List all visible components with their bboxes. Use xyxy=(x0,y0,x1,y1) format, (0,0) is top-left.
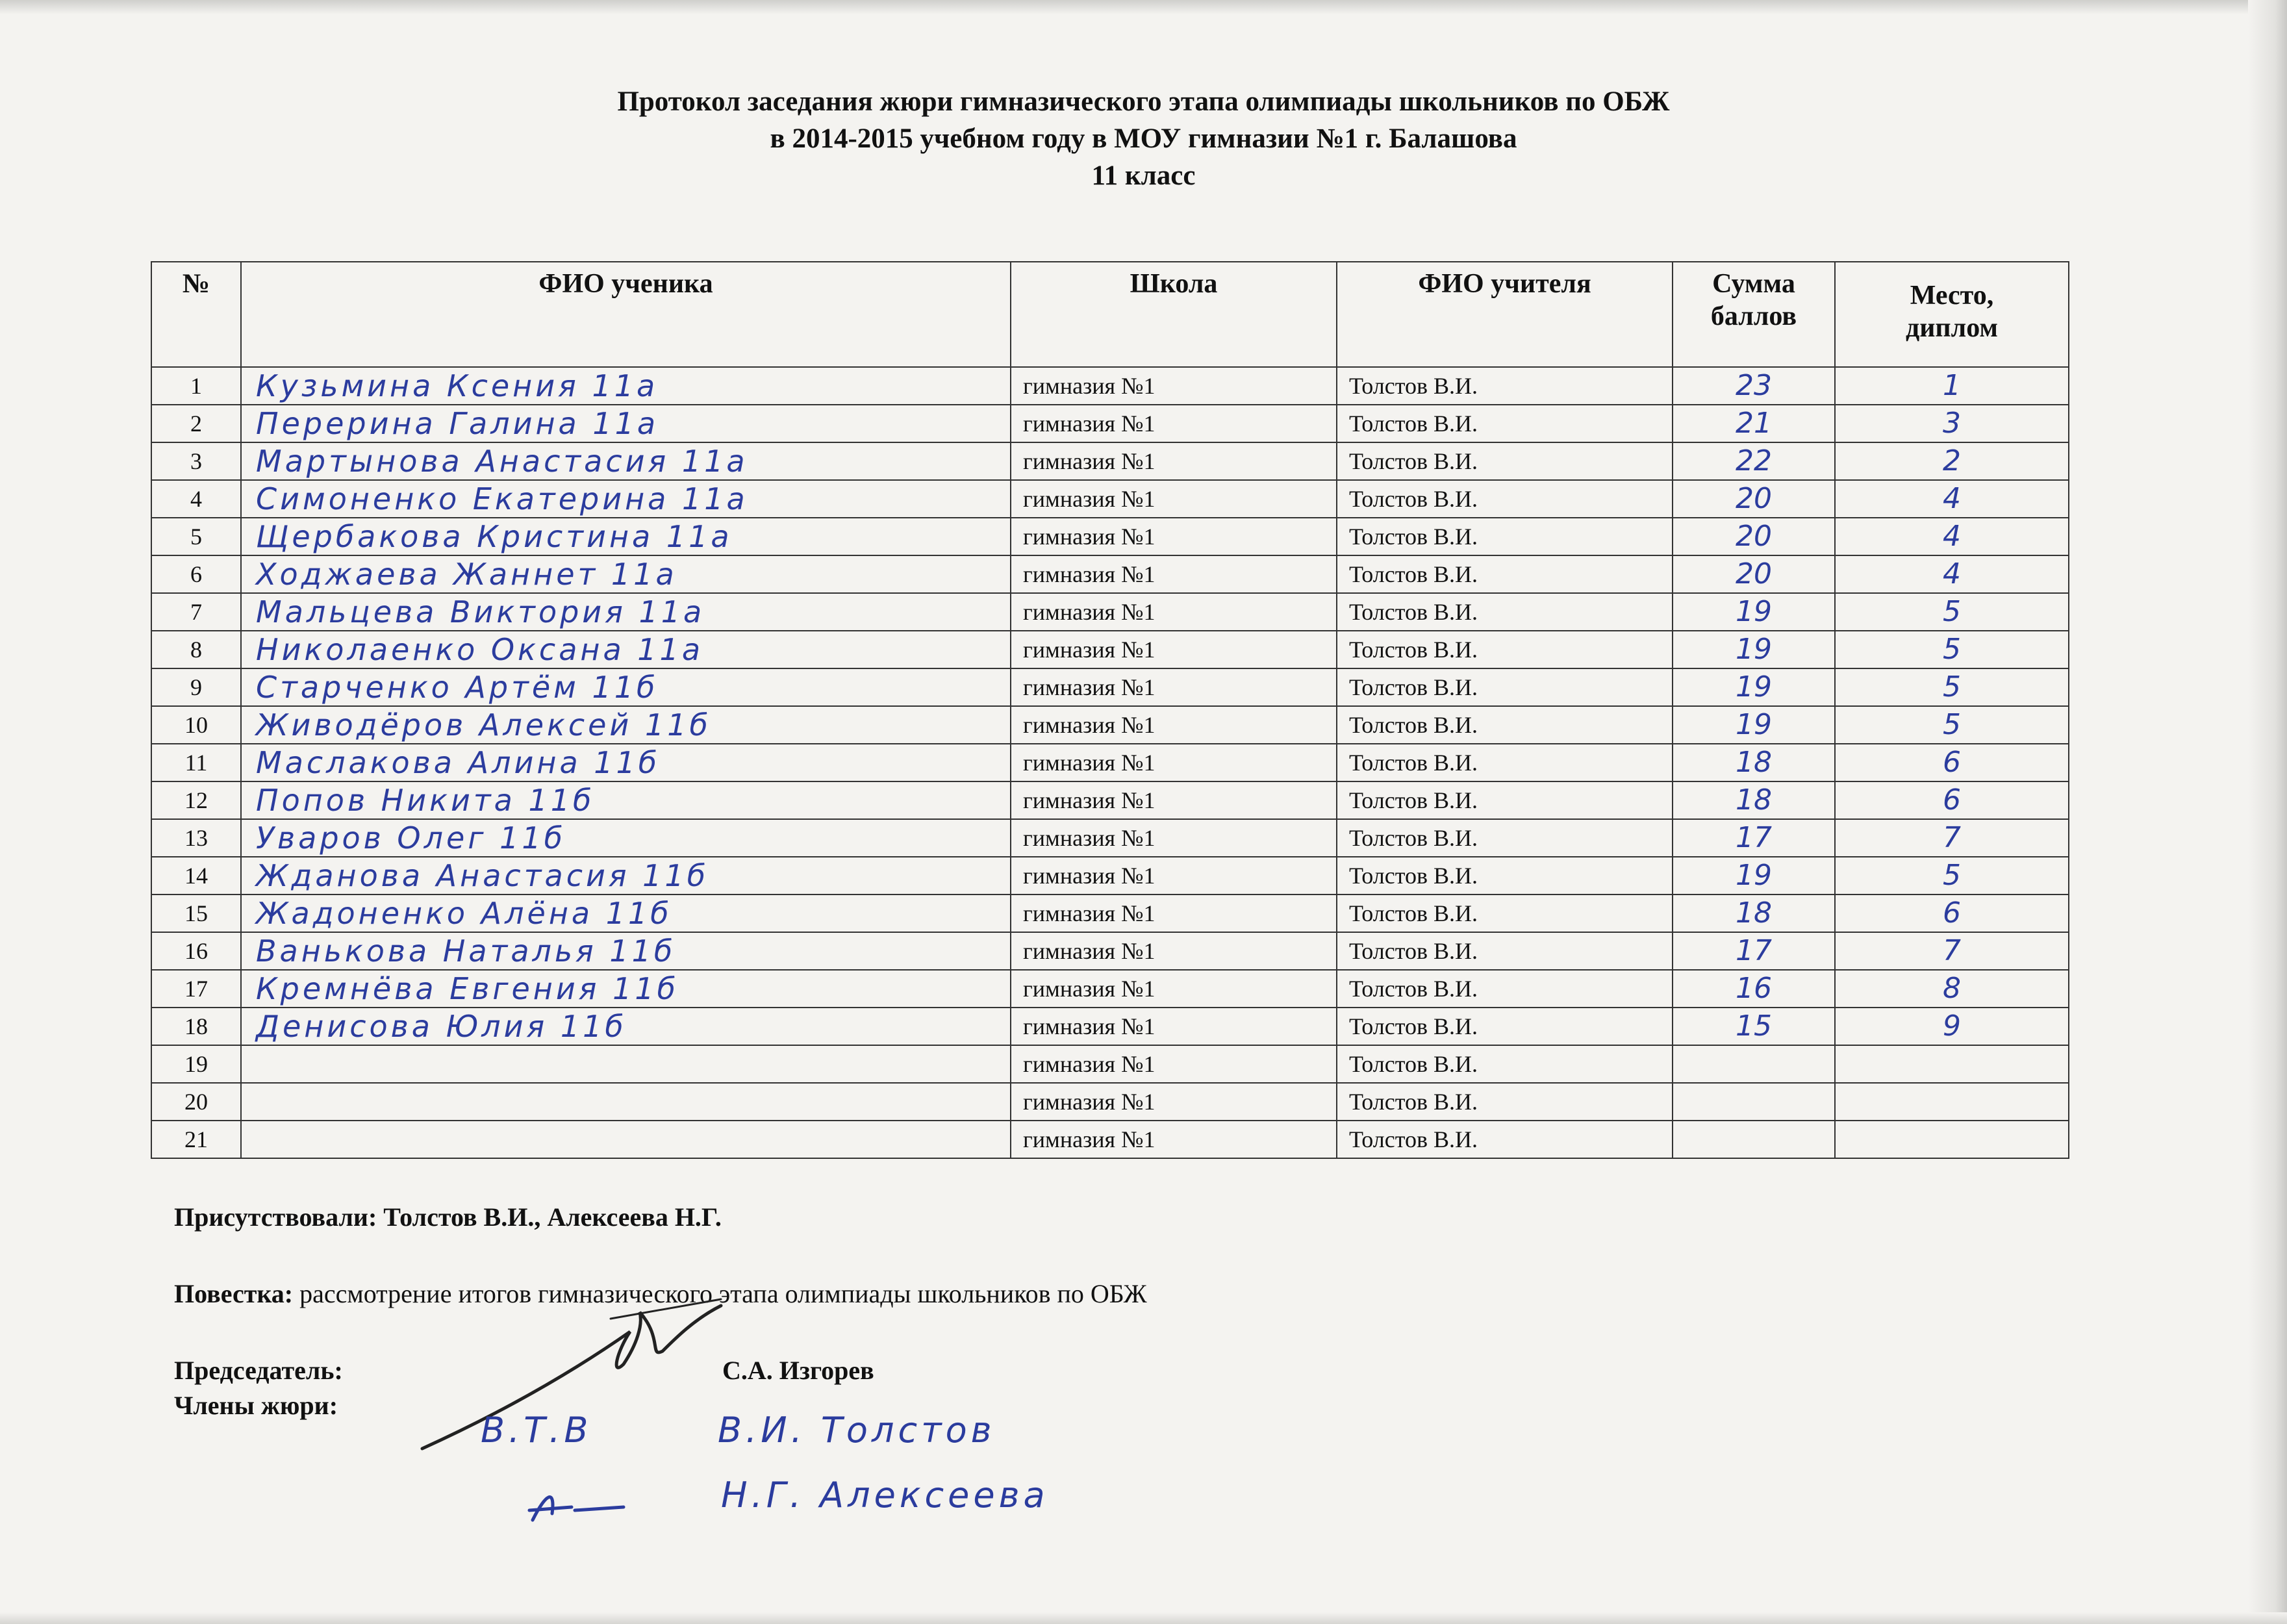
score-handwritten: 21 xyxy=(1673,405,1835,442)
place-handwritten: 5 xyxy=(1835,857,2069,894)
member2-signature xyxy=(520,1481,630,1533)
school-cell: гимназия №1 xyxy=(1011,894,1337,932)
document-title xyxy=(0,83,2287,194)
school-cell: гимназия №1 xyxy=(1011,480,1337,518)
table-row xyxy=(151,857,2069,894)
col-header-student: ФИО ученика xyxy=(241,262,1011,367)
student-name-handwritten: Николаенко Оксана 11а xyxy=(241,631,1011,668)
title-line-3: 11 класс xyxy=(1091,160,1196,191)
table-row xyxy=(151,1008,2069,1045)
student-name-handwritten: Старченко Артём 11б xyxy=(241,668,1011,706)
row-number: 2 xyxy=(151,405,241,442)
school-cell: гимназия №1 xyxy=(1011,631,1337,668)
score-handwritten: 19 xyxy=(1673,631,1835,668)
member1-signature: В.Т.В xyxy=(481,1410,592,1451)
col-header-place-line1: Место, xyxy=(1910,281,1994,311)
place-handwritten xyxy=(1835,1045,2069,1083)
student-name-handwritten: Ванькова Наталья 11б xyxy=(241,932,1011,970)
chair-label: Председатель: xyxy=(174,1356,343,1385)
school-cell: гимназия №1 xyxy=(1011,405,1337,442)
place-handwritten: 8 xyxy=(1835,970,2069,1008)
teacher-cell: Толстов В.И. xyxy=(1337,1121,1673,1158)
place-handwritten: 7 xyxy=(1835,932,2069,970)
table-row xyxy=(151,555,2069,593)
student-name-handwritten: Мальцева Виктория 11а xyxy=(241,593,1011,631)
table-header-row xyxy=(151,262,2069,367)
table-row xyxy=(151,367,2069,405)
teacher-cell: Толстов В.И. xyxy=(1337,1008,1673,1045)
student-name-handwritten: Попов Никита 11б xyxy=(241,781,1011,819)
place-handwritten: 6 xyxy=(1835,744,2069,781)
school-cell: гимназия №1 xyxy=(1011,442,1337,480)
row-number: 4 xyxy=(151,480,241,518)
score-handwritten: 19 xyxy=(1673,857,1835,894)
chair-value: С.А. Изгорев xyxy=(722,1356,874,1385)
school-cell: гимназия №1 xyxy=(1011,668,1337,706)
score-handwritten: 20 xyxy=(1673,480,1835,518)
row-number: 21 xyxy=(151,1121,241,1158)
school-cell: гимназия №1 xyxy=(1011,706,1337,744)
row-number: 16 xyxy=(151,932,241,970)
teacher-cell: Толстов В.И. xyxy=(1337,744,1673,781)
score-handwritten xyxy=(1673,1083,1835,1121)
school-cell: гимназия №1 xyxy=(1011,555,1337,593)
row-number: 12 xyxy=(151,781,241,819)
table-row xyxy=(151,932,2069,970)
row-number: 5 xyxy=(151,518,241,555)
student-name-handwritten: Маслакова Алина 11б xyxy=(241,744,1011,781)
school-cell: гимназия №1 xyxy=(1011,1121,1337,1158)
score-handwritten: 18 xyxy=(1673,744,1835,781)
teacher-cell: Толстов В.И. xyxy=(1337,480,1673,518)
score-handwritten: 22 xyxy=(1673,442,1835,480)
table-row xyxy=(151,1121,2069,1158)
member1-name-handwritten: В.И. Толстов xyxy=(718,1410,996,1451)
school-cell: гимназия №1 xyxy=(1011,970,1337,1008)
scan-shadow-bottom xyxy=(0,1612,2287,1624)
school-cell: гимназия №1 xyxy=(1011,781,1337,819)
teacher-cell: Толстов В.И. xyxy=(1337,555,1673,593)
school-cell: гимназия №1 xyxy=(1011,367,1337,405)
student-name-handwritten: Кремнёва Евгения 11б xyxy=(241,970,1011,1008)
score-handwritten: 15 xyxy=(1673,1008,1835,1045)
teacher-cell: Толстов В.И. xyxy=(1337,706,1673,744)
agenda-label: Повестка: xyxy=(174,1279,294,1308)
student-name-handwritten xyxy=(241,1121,1011,1158)
place-handwritten xyxy=(1835,1083,2069,1121)
table-row xyxy=(151,706,2069,744)
student-name-handwritten: Щербакова Кристина 11а xyxy=(241,518,1011,555)
school-cell: гимназия №1 xyxy=(1011,857,1337,894)
teacher-cell: Толстов В.И. xyxy=(1337,631,1673,668)
row-number: 8 xyxy=(151,631,241,668)
table-row xyxy=(151,781,2069,819)
results-table xyxy=(151,261,2069,1159)
student-name-handwritten: Ходжаева Жаннет 11а xyxy=(241,555,1011,593)
row-number: 3 xyxy=(151,442,241,480)
table-body xyxy=(151,367,2069,1158)
teacher-cell: Толстов В.И. xyxy=(1337,970,1673,1008)
score-handwritten: 17 xyxy=(1673,819,1835,857)
score-handwritten: 23 xyxy=(1673,367,1835,405)
table-row xyxy=(151,442,2069,480)
school-cell: гимназия №1 xyxy=(1011,819,1337,857)
row-number: 19 xyxy=(151,1045,241,1083)
col-header-score-line2: баллов xyxy=(1710,301,1797,331)
teacher-cell: Толстов В.И. xyxy=(1337,781,1673,819)
place-handwritten: 5 xyxy=(1835,668,2069,706)
place-handwritten: 5 xyxy=(1835,631,2069,668)
student-name-handwritten xyxy=(241,1083,1011,1121)
members-label: Члены жюри: xyxy=(174,1391,338,1420)
teacher-cell: Толстов В.И. xyxy=(1337,932,1673,970)
table-row xyxy=(151,631,2069,668)
school-cell: гимназия №1 xyxy=(1011,593,1337,631)
scan-shadow-right xyxy=(2248,0,2287,1624)
row-number: 1 xyxy=(151,367,241,405)
student-name-handwritten: Жадоненко Алёна 11б xyxy=(241,894,1011,932)
student-name-handwritten: Живодёров Алексей 11б xyxy=(241,706,1011,744)
student-name-handwritten xyxy=(241,1045,1011,1083)
score-handwritten: 19 xyxy=(1673,668,1835,706)
student-name-handwritten: Жданова Анастасия 11б xyxy=(241,857,1011,894)
school-cell: гимназия №1 xyxy=(1011,518,1337,555)
table-row xyxy=(151,668,2069,706)
student-name-handwritten: Симоненко Екатерина 11а xyxy=(241,480,1011,518)
teacher-cell: Толстов В.И. xyxy=(1337,367,1673,405)
teacher-cell: Толстов В.И. xyxy=(1337,518,1673,555)
teacher-cell: Толстов В.И. xyxy=(1337,1083,1673,1121)
teacher-cell: Толстов В.И. xyxy=(1337,405,1673,442)
table-row xyxy=(151,1083,2069,1121)
score-handwritten: 19 xyxy=(1673,593,1835,631)
place-handwritten: 9 xyxy=(1835,1008,2069,1045)
score-handwritten: 20 xyxy=(1673,555,1835,593)
present-line xyxy=(174,1202,722,1232)
col-header-place xyxy=(1835,262,2069,367)
row-number: 9 xyxy=(151,668,241,706)
school-cell: гимназия №1 xyxy=(1011,1008,1337,1045)
table-row xyxy=(151,518,2069,555)
score-handwritten: 17 xyxy=(1673,932,1835,970)
place-handwritten: 3 xyxy=(1835,405,2069,442)
place-handwritten: 7 xyxy=(1835,819,2069,857)
table-row xyxy=(151,970,2069,1008)
row-number: 20 xyxy=(151,1083,241,1121)
title-line-2: в 2014-2015 учебном году в МОУ гимназии №1 г. Балашова xyxy=(770,123,1517,154)
teacher-cell: Толстов В.И. xyxy=(1337,1045,1673,1083)
teacher-cell: Толстов В.И. xyxy=(1337,593,1673,631)
place-handwritten: 1 xyxy=(1835,367,2069,405)
place-handwritten: 4 xyxy=(1835,518,2069,555)
school-cell: гимназия №1 xyxy=(1011,1083,1337,1121)
score-handwritten xyxy=(1673,1121,1835,1158)
place-handwritten: 6 xyxy=(1835,894,2069,932)
student-name-handwritten: Перерина Галина 11а xyxy=(241,405,1011,442)
place-handwritten: 2 xyxy=(1835,442,2069,480)
place-handwritten: 6 xyxy=(1835,781,2069,819)
score-handwritten: 19 xyxy=(1673,706,1835,744)
title-line-1: Протокол заседания жюри гимназического этапа олимпиады школьников по ОБЖ xyxy=(617,86,1670,117)
row-number: 7 xyxy=(151,593,241,631)
score-handwritten: 20 xyxy=(1673,518,1835,555)
scan-shadow-top xyxy=(0,0,2287,14)
place-handwritten: 4 xyxy=(1835,480,2069,518)
score-handwritten: 18 xyxy=(1673,894,1835,932)
school-cell: гимназия №1 xyxy=(1011,932,1337,970)
row-number: 6 xyxy=(151,555,241,593)
score-handwritten: 18 xyxy=(1673,781,1835,819)
teacher-cell: Толстов В.И. xyxy=(1337,668,1673,706)
row-number: 10 xyxy=(151,706,241,744)
teacher-cell: Толстов В.И. xyxy=(1337,894,1673,932)
teacher-cell: Толстов В.И. xyxy=(1337,819,1673,857)
row-number: 17 xyxy=(151,970,241,1008)
row-number: 18 xyxy=(151,1008,241,1045)
row-number: 13 xyxy=(151,819,241,857)
row-number: 11 xyxy=(151,744,241,781)
row-number: 14 xyxy=(151,857,241,894)
student-name-handwritten: Денисова Юлия 11б xyxy=(241,1008,1011,1045)
member2-name-handwritten: Н.Г. Алексеева xyxy=(721,1475,1049,1516)
place-handwritten: 5 xyxy=(1835,706,2069,744)
table-row xyxy=(151,819,2069,857)
col-header-teacher: ФИО учителя xyxy=(1337,262,1673,367)
row-number: 15 xyxy=(151,894,241,932)
col-header-num: № xyxy=(151,262,241,367)
col-header-place-line2: диплом xyxy=(1905,313,1999,343)
teacher-cell: Толстов В.И. xyxy=(1337,857,1673,894)
table-row xyxy=(151,405,2069,442)
col-header-score xyxy=(1673,262,1835,367)
school-cell: гимназия №1 xyxy=(1011,1045,1337,1083)
present-label: Присутствовали: xyxy=(174,1202,377,1232)
col-header-school: Школа xyxy=(1011,262,1337,367)
table-row xyxy=(151,593,2069,631)
table-row xyxy=(151,744,2069,781)
present-value: Толстов В.И., Алексеева Н.Г. xyxy=(383,1202,722,1232)
score-handwritten xyxy=(1673,1045,1835,1083)
table-row xyxy=(151,894,2069,932)
col-header-score-line1: Сумма xyxy=(1712,269,1795,299)
school-cell: гимназия №1 xyxy=(1011,744,1337,781)
place-handwritten xyxy=(1835,1121,2069,1158)
place-handwritten: 5 xyxy=(1835,593,2069,631)
student-name-handwritten: Уваров Олег 11б xyxy=(241,819,1011,857)
place-handwritten: 4 xyxy=(1835,555,2069,593)
agenda-value: рассмотрение итогов гимназического этапа олимпиады школьников по ОБЖ xyxy=(299,1279,1147,1308)
table-row xyxy=(151,1045,2069,1083)
teacher-cell: Толстов В.И. xyxy=(1337,442,1673,480)
score-handwritten: 16 xyxy=(1673,970,1835,1008)
table-row xyxy=(151,480,2069,518)
student-name-handwritten: Мартынова Анастасия 11а xyxy=(241,442,1011,480)
student-name-handwritten: Кузьмина Ксения 11а xyxy=(241,367,1011,405)
